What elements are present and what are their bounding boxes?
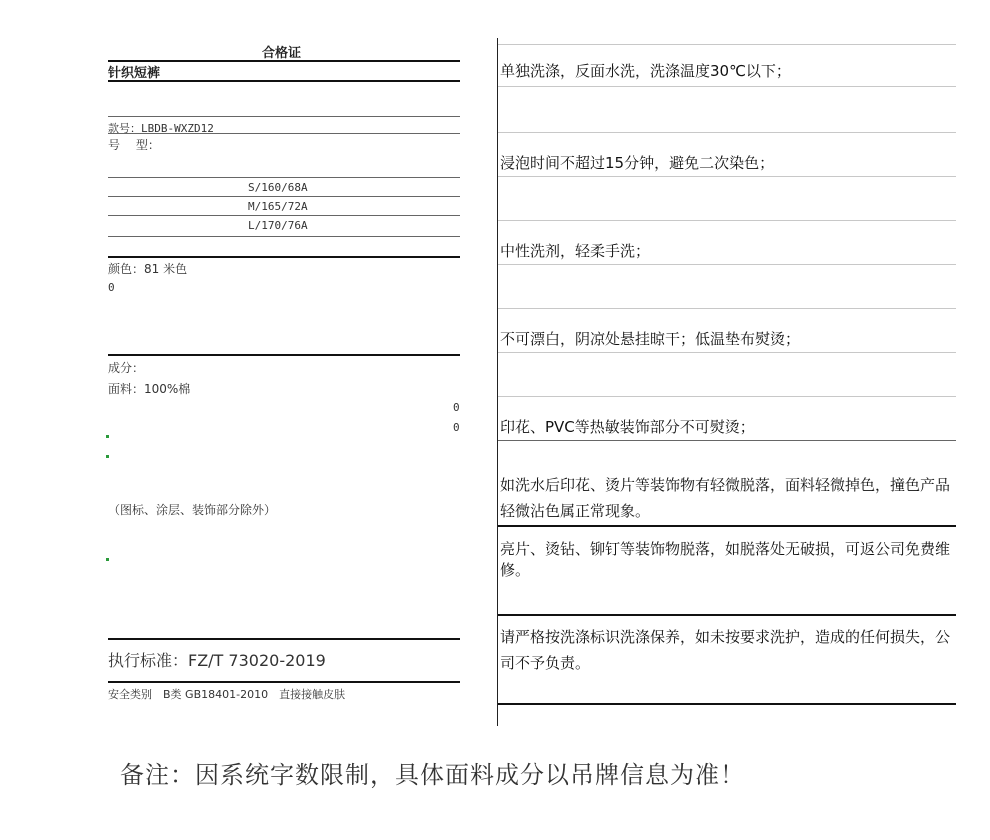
zero-value: 0 — [453, 401, 460, 414]
divider — [108, 196, 460, 197]
marker-dot — [106, 435, 109, 438]
column-divider — [497, 38, 498, 726]
divider — [108, 236, 460, 237]
size-label: 号 型： — [108, 138, 160, 152]
divider — [108, 133, 460, 134]
divider — [498, 132, 956, 133]
care-line-3: 中性洗剂，轻柔手洗； — [500, 242, 651, 260]
marker-dot — [106, 455, 109, 458]
style-number: 款号：LBDB-WXZD12 — [108, 122, 214, 135]
divider — [498, 525, 956, 527]
zero-value: 0 — [453, 421, 460, 434]
product-name: 针织短裤 — [108, 66, 161, 81]
care-line-2: 浸泡时间不超过15分钟，避免二次染色； — [500, 154, 775, 172]
divider — [498, 703, 956, 705]
divider — [108, 638, 460, 640]
divider — [498, 86, 956, 87]
divider — [498, 176, 956, 177]
divider — [498, 396, 956, 397]
divider — [498, 614, 956, 616]
divider — [498, 220, 956, 221]
color-value: 颜色：81 米色 — [108, 262, 188, 276]
care-line-7: 亮片、烫钻、铆钉等装饰物脱落，如脱落处无破损，可返公司免费维修。 — [500, 540, 951, 579]
divider — [108, 80, 460, 82]
size-s: S/160/68A — [248, 181, 308, 194]
care-line-1: 单独洗涤，反面水洗，洗涤温度30℃以下； — [500, 62, 791, 80]
execution-standard: 执行标准：FZ/T 73020-2019 — [108, 651, 326, 670]
divider — [108, 60, 460, 62]
footer-note: 备注：因系统字数限制，具体面料成分以吊牌信息为准！ — [120, 761, 745, 789]
care-line-6: 如洗水后印花、烫片等装饰物有轻微脱落，面料轻微掉色，撞色产品轻微沾色属正常现象。 — [500, 476, 951, 520]
size-l: L/170/76A — [248, 219, 308, 232]
divider — [498, 308, 956, 309]
care-line-4: 不可漂白，阴凉处悬挂晾干；低温垫布熨烫； — [500, 330, 801, 348]
care-line-8: 请严格按洗涤标识洗涤保养，如未按要求洗护，造成的任何损失，公司不予负责。 — [500, 628, 951, 672]
divider — [108, 215, 460, 216]
divider — [498, 44, 956, 45]
divider — [108, 681, 460, 683]
divider — [108, 256, 460, 258]
fabric-composition: 面料：100%棉 — [108, 382, 191, 396]
divider — [498, 440, 956, 441]
composition-label: 成分： — [108, 361, 145, 375]
divider — [498, 352, 956, 353]
care-line-5: 印花、PVC等热敏装饰部分不可熨烫； — [500, 418, 755, 436]
divider — [498, 264, 956, 265]
color-zero: 0 — [108, 281, 115, 294]
safety-category: 安全类别 B类 GB18401-2010 直接接触皮肤 — [108, 688, 346, 701]
divider — [108, 177, 460, 178]
divider — [108, 354, 460, 356]
divider — [108, 116, 460, 117]
exclusion-note: （图标、涂层、装饰部分除外） — [108, 503, 277, 517]
card-title: 合格证 — [262, 46, 302, 61]
size-m: M/165/72A — [248, 200, 308, 213]
marker-dot — [106, 558, 109, 561]
